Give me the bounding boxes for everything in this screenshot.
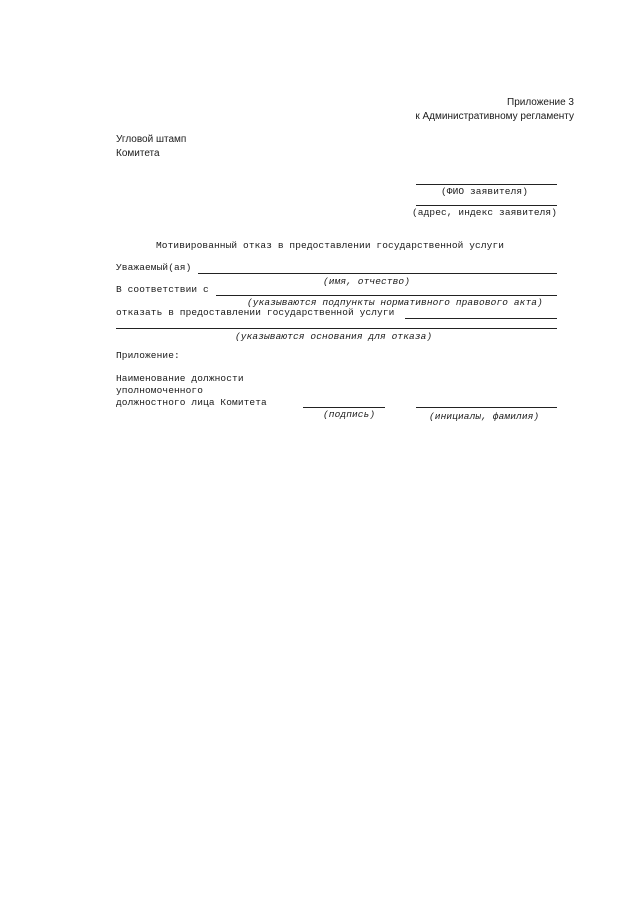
greeting-line	[198, 273, 557, 274]
address-caption: (адрес, индекс заявителя)	[412, 207, 558, 218]
document-title: Мотивированный отказ в предоставлении государственной услуги	[156, 240, 505, 251]
position-line-1: Наименование должности	[116, 373, 244, 384]
stamp-line-2: Комитета	[116, 148, 160, 159]
fio-line	[416, 184, 557, 185]
appendix-number: Приложение 3	[507, 97, 574, 108]
signature-line	[303, 407, 385, 408]
initials-line	[416, 407, 557, 408]
signature-caption: (подпись)	[323, 409, 376, 420]
initials-caption: (инициалы, фамилия)	[429, 411, 540, 422]
appendix-reference: к Административному регламенту	[415, 111, 574, 122]
refuse-line	[405, 318, 557, 319]
according-label: В соответствии с	[116, 284, 209, 295]
according-line	[216, 295, 557, 296]
name-caption: (имя, отчество)	[323, 276, 411, 287]
fio-caption: (ФИО заявителя)	[441, 186, 529, 197]
attachment-label: Приложение:	[116, 350, 180, 361]
greeting-label: Уважаемый(ая)	[116, 262, 192, 273]
address-line	[416, 205, 557, 206]
position-line-3: должностного лица Комитета	[116, 397, 267, 408]
refuse-label: отказать в предоставлении государственной услуги	[116, 307, 395, 318]
position-line-2: уполномоченного	[116, 385, 204, 396]
grounds-line	[116, 328, 557, 329]
grounds-caption: (указываются основания для отказа)	[235, 331, 433, 342]
stamp-line-1: Угловой штамп	[116, 134, 187, 145]
act-caption: (указываются подпункты нормативного правового акта)	[247, 297, 543, 308]
